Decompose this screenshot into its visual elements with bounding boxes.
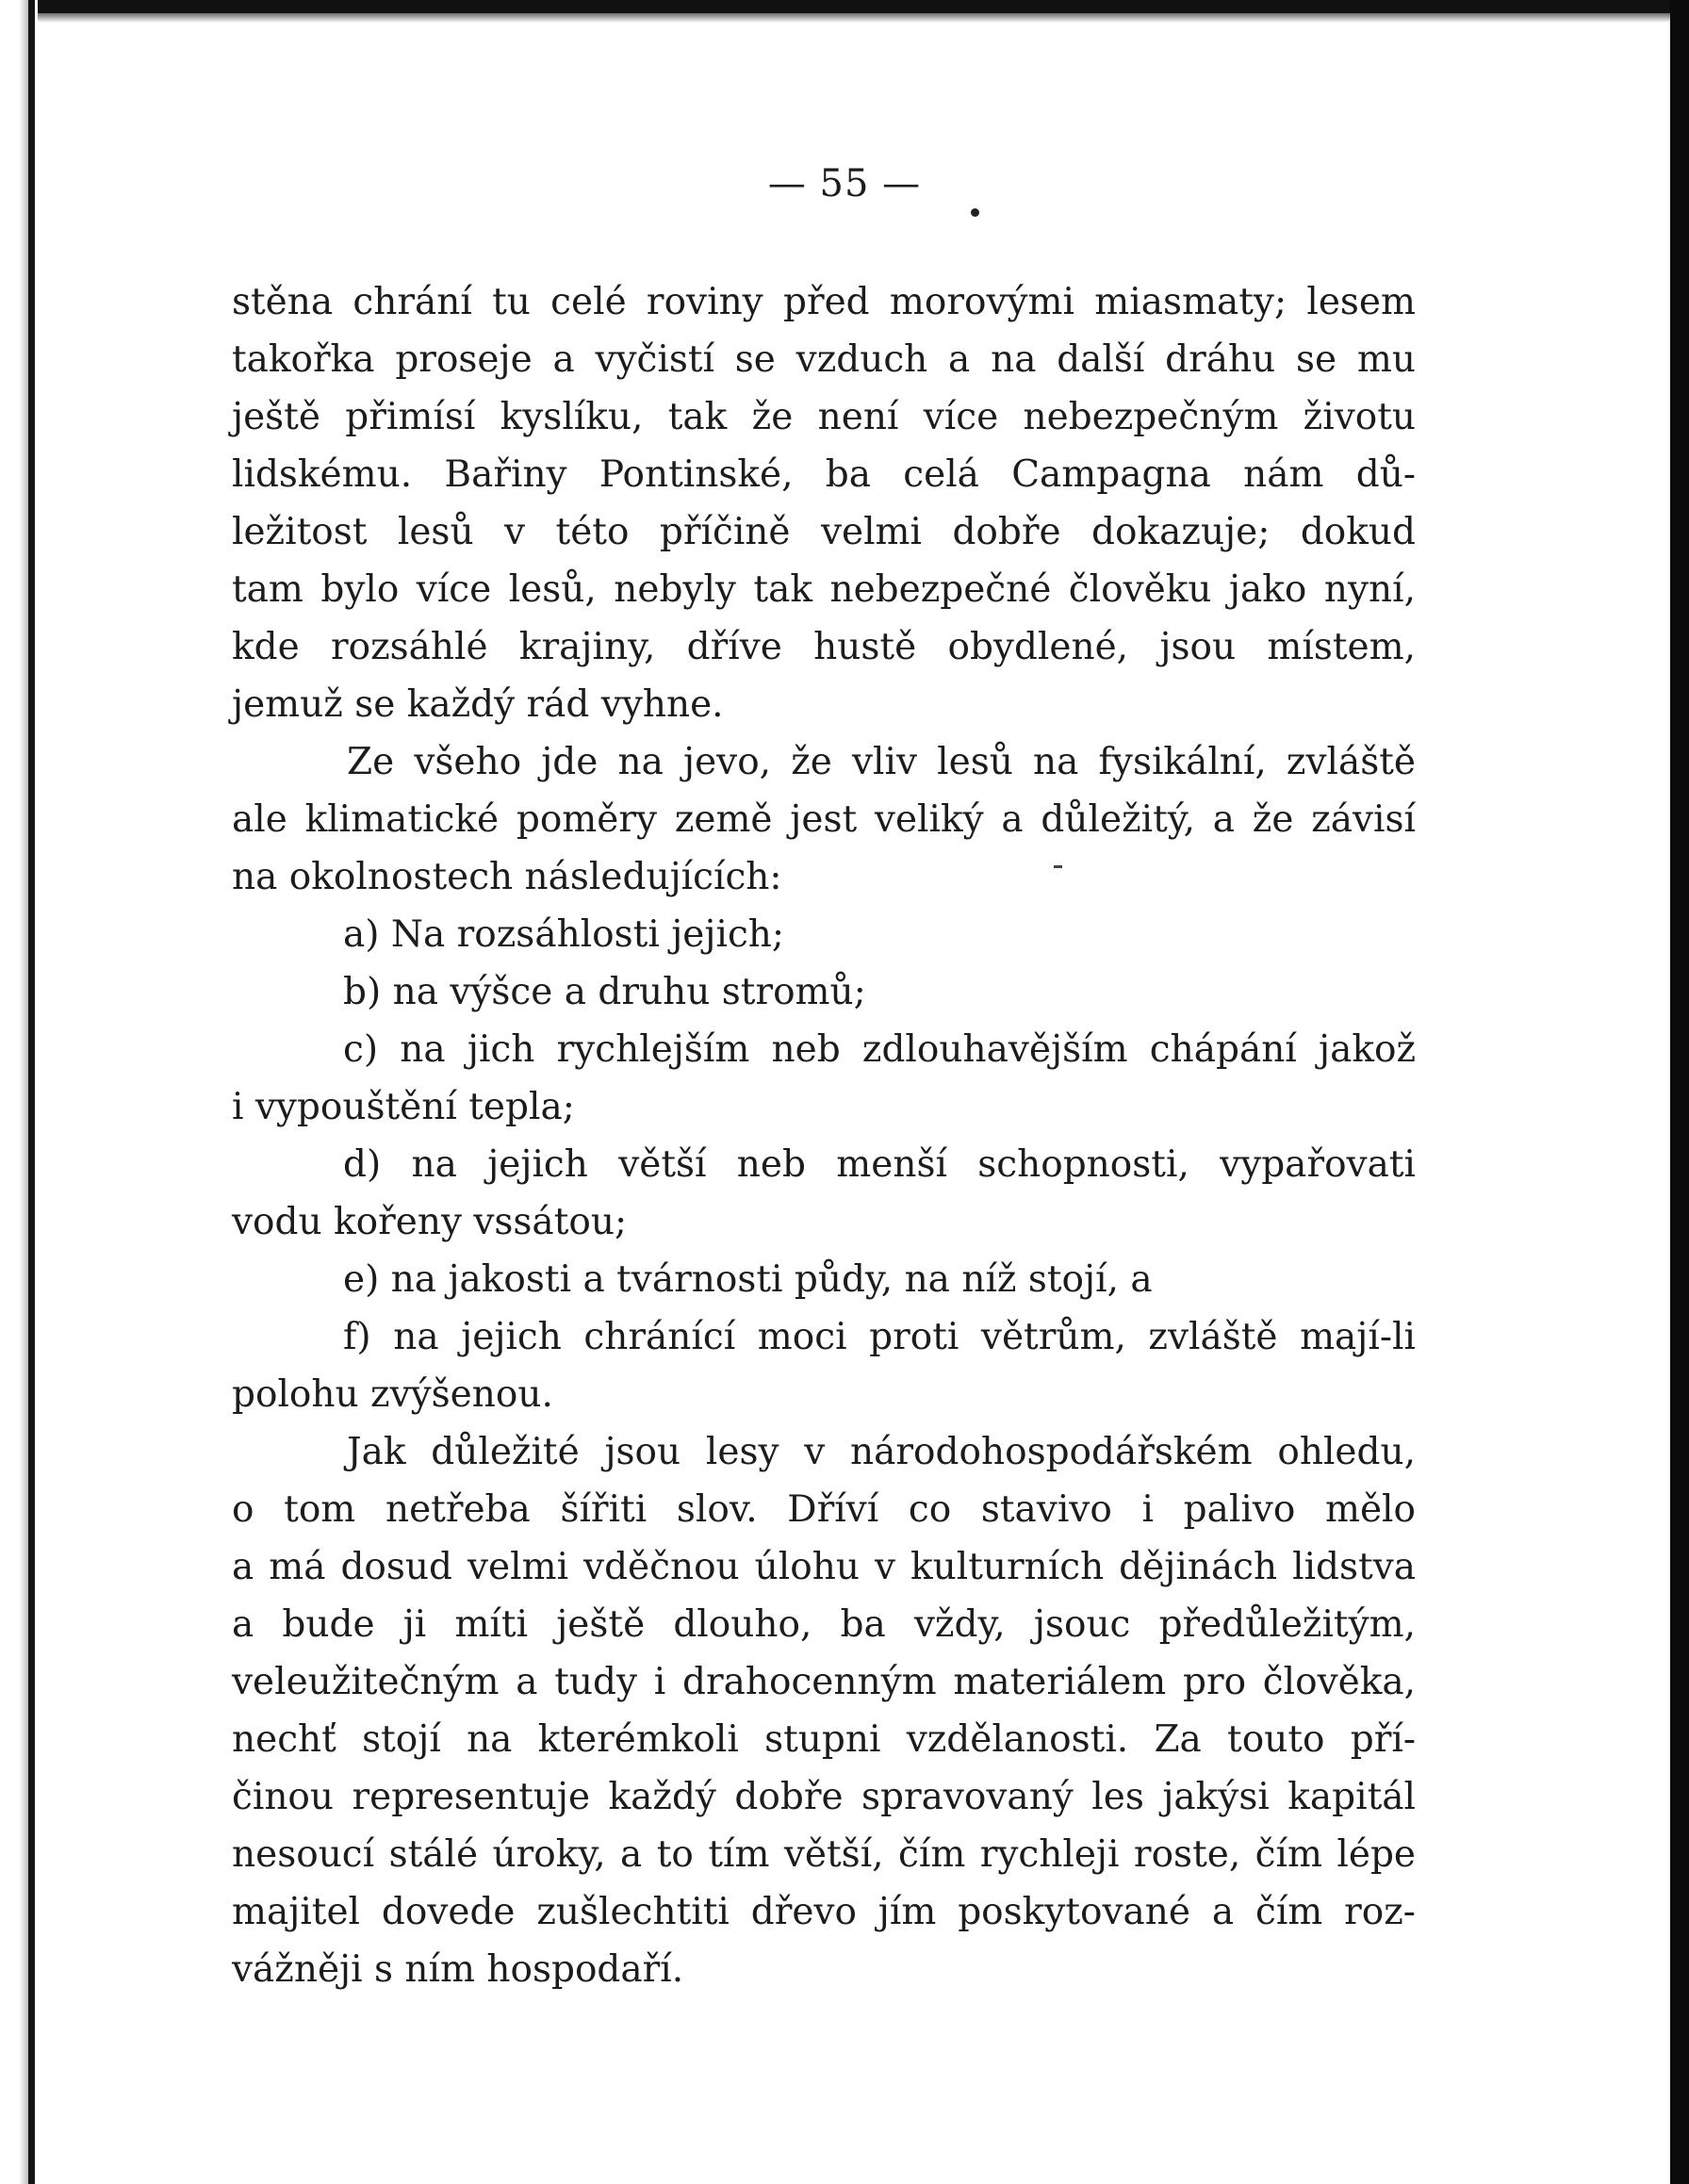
text-line: činou representuje každý dobře spravovaný les jakýsi kapitál [232,1776,1416,1818]
text-line: o tom netřeba šířiti slov. Dříví co stavivo i palivo mělo [232,1488,1416,1531]
text-line: lidskému. Bařiny Pontinské, ba celá Campagna nám dů- [232,453,1416,496]
ink-speck [971,208,979,217]
text-line: tam bylo více lesů, nebyly tak nebezpečné člověku jako nyní, [232,568,1416,611]
text-line: nesoucí stálé úroky, a to tím větší, čím rychleji roste, čím lépe [232,1833,1416,1876]
text-line: veleužitečným a tudy i drahocenným materiálem pro člověka, [232,1661,1416,1703]
page-number: — 55 — [767,162,922,205]
text-line: ležitost lesů v této příčině velmi dobře dokazuje; dokud [232,511,1416,553]
list-item: b) na výšce a druhu stromů; [343,971,866,1013]
text-line: polohu zvýšenou. [232,1373,553,1416]
text-line: ale klimatické poměry země jest veliký a důležitý, a že závisí [232,798,1416,841]
list-item: c) na jich rychlejším neb zdlouhavějším chápání jakož [343,1028,1416,1071]
text-line: i vypouštění tepla; [232,1086,575,1128]
list-item: a) Na rozsáhlosti jejich; [343,913,785,956]
text-line: a má dosud velmi vděčnou úlohu v kulturních dějinách lidstva [232,1546,1416,1588]
text-line: na okolnostech následujících: [232,856,782,898]
text-line: Ze všeho jde na jevo, že vliv lesů na fysikální, zvláště [347,741,1416,783]
text-line: majitel dovede zušlechtiti dřevo jím poskytované a čím roz- [232,1891,1416,1933]
text-line: stěna chrání tu celé roviny před morovými miasmaty; lesem [232,281,1416,323]
list-item: f) na jejich chránící moci proti větrům, zvláště mají-li [343,1316,1416,1358]
scan-top-shadow [38,13,1678,23]
text-line: jemuž se každý rád vyhne. [232,683,724,726]
text-line: vážněji s ním hospodaří. [232,1948,684,1991]
scan-top-border [0,0,1689,13]
book-gutter-shadow [19,0,28,2184]
text-line: ještě přimísí kyslíku, tak že není více nebezpečným životu [232,396,1416,438]
text-line: nechť stojí na kterémkoli stupni vzdělanosti. Za touto pří- [232,1718,1416,1761]
text-line: a bude ji míti ještě dlouho, ba vždy, jsouc předůležitým, [232,1603,1416,1646]
body-text [232,273,1416,1998]
list-item: d) na jejich větší neb menší schopnosti, vypařovati [343,1143,1416,1186]
list-item: e) na jakosti a tvárnosti půdy, na níž stojí, a [343,1258,1153,1301]
book-gutter-line [28,0,35,2184]
text-line: kde rozsáhlé krajiny, dříve hustě obydlené, jsou místem, [232,626,1416,668]
text-line: Jak důležité jsou lesy v národohospodářském ohledu, [347,1431,1416,1473]
text-line: takořka proseje a vyčistí se vzduch a na další dráhu se mu [232,338,1416,381]
scan-right-border [1670,0,1689,2184]
text-line: vodu kořeny vssátou; [232,1201,628,1243]
